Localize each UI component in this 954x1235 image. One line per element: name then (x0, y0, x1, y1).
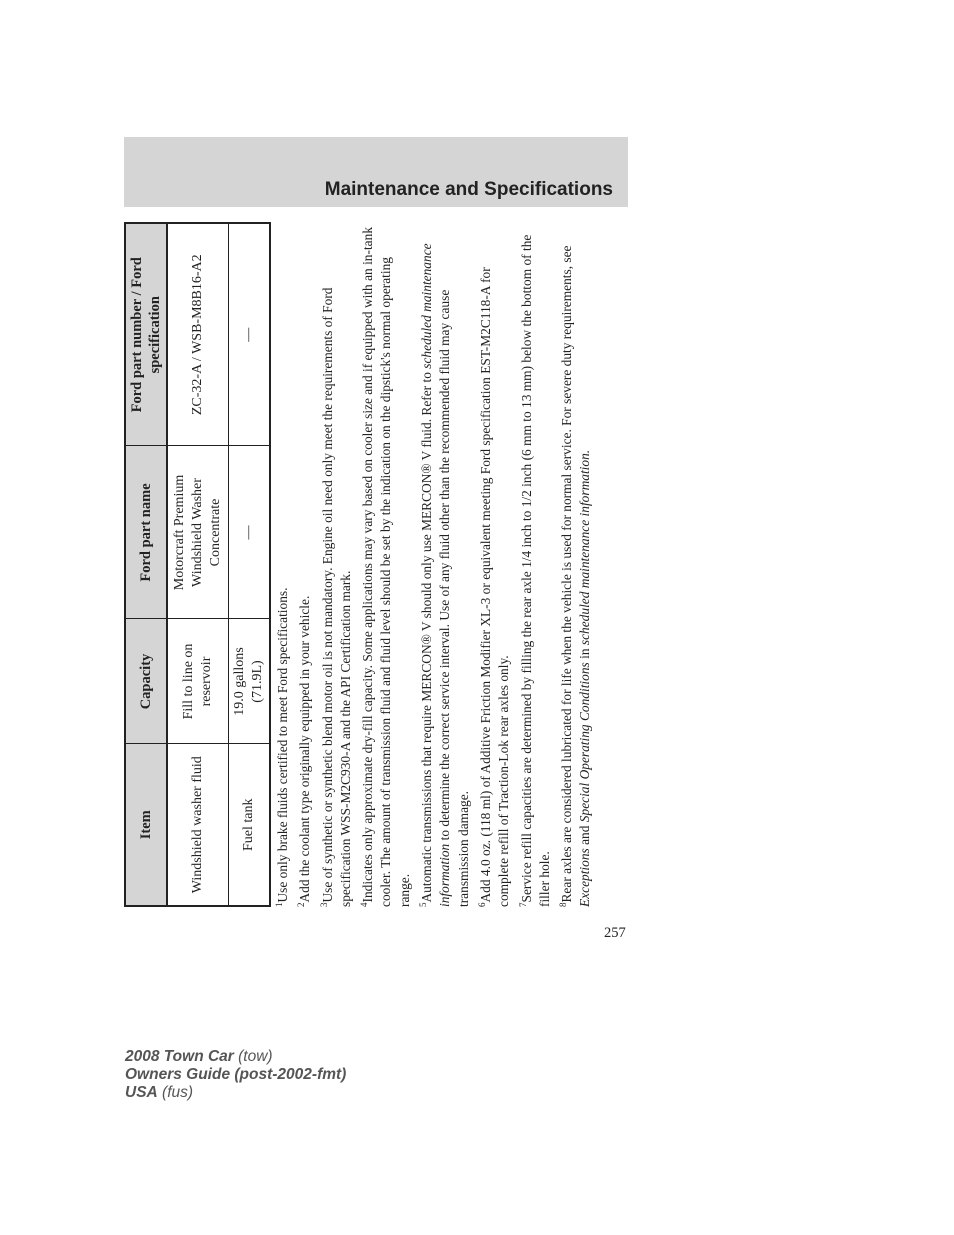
footnote-2: $^2$Add the coolant type originally equipped in your vehicle. (296, 595, 313, 907)
footer-line-3: USA (fus) (125, 1084, 194, 1101)
section-title: Maintenance and Specifications (324, 179, 613, 200)
table-header-row (125, 223, 167, 906)
footnote-5: $^5$Automatic transmissions that require MERCON® V should only use MERCON® V fluid. Refer to scheduled maintenance information to determine the correct service interval. Use of any fluid other than the recommended fluid may cause transmission damage. (418, 243, 471, 907)
footnote-6: $^6$Add 4.0 oz. (118 ml) of Additive Friction Modifier XL-3 or equivalent meeting Ford specification EST-M2C118-A for complete refill of Traction-Lok rear axles only. (476, 267, 512, 907)
header-capacity: Capacity (125, 619, 167, 744)
footnote-4: $^4$Indicates only approximate dry-fill capacity. Some applications may vary based on cooler size and if equipped with an in-tank cooler. The amount of transmission fluid and fluid level should be set by the indication on the dipstick's normal operating range. (359, 226, 412, 907)
header-part-name: Ford part name (125, 446, 167, 619)
fluid-specification-table (124, 222, 271, 907)
section-header-band (124, 137, 628, 207)
cell-part-name: Motorcraft Premium Windshield Washer Concentrate (167, 446, 229, 619)
footnotes (274, 224, 599, 907)
footnote-3: $^3$Use of synthetic or synthetic blend motor oil is not mandatory. Engine oil need only meet the requirements of Ford specification WSS-M2C930-A and the API Certification mark. (318, 287, 353, 907)
table-row (229, 223, 271, 906)
rotated-content (124, 222, 604, 907)
header-item: Item (125, 744, 167, 906)
header-part-number: Ford part number / Ford specification (125, 223, 167, 446)
cell-item: Windshield washer fluid (167, 744, 229, 906)
footnote-8: $^8$Rear axles are considered lubricated for life when the vehicle is used for normal service. For severe duty requirements, see Exceptions and Special Operating Conditions in scheduled maintenance information. (558, 245, 593, 907)
footnote-1: $^1$Use only brake fluids certified to meet Ford specifications. (274, 587, 290, 907)
cell-capacity: Fill to line on reservoir (167, 619, 229, 744)
cell-part-number: ZC-32-A / WSB-M8B16-A2 (167, 223, 229, 446)
cell-capacity: 19.0 gallons (71.9L) (229, 619, 271, 744)
cell-item: Fuel tank (229, 744, 271, 906)
footnote-7: $^7$Service refill capacities are determined by filling the rear axle 1/4 inch to 1/2 inch (6 mm to 13 mm) below the bottom of the filler hole. (517, 234, 552, 907)
cell-part-number: — (229, 223, 271, 446)
table-row (167, 223, 229, 906)
footer-line-2: Owners Guide (post-2002-fmt) (125, 1066, 347, 1083)
footer-line-1: 2008 Town Car (tow) (125, 1048, 273, 1065)
cell-part-name: — (229, 446, 271, 619)
document-footer (125, 1048, 346, 1102)
page-number: 257 (604, 925, 626, 941)
